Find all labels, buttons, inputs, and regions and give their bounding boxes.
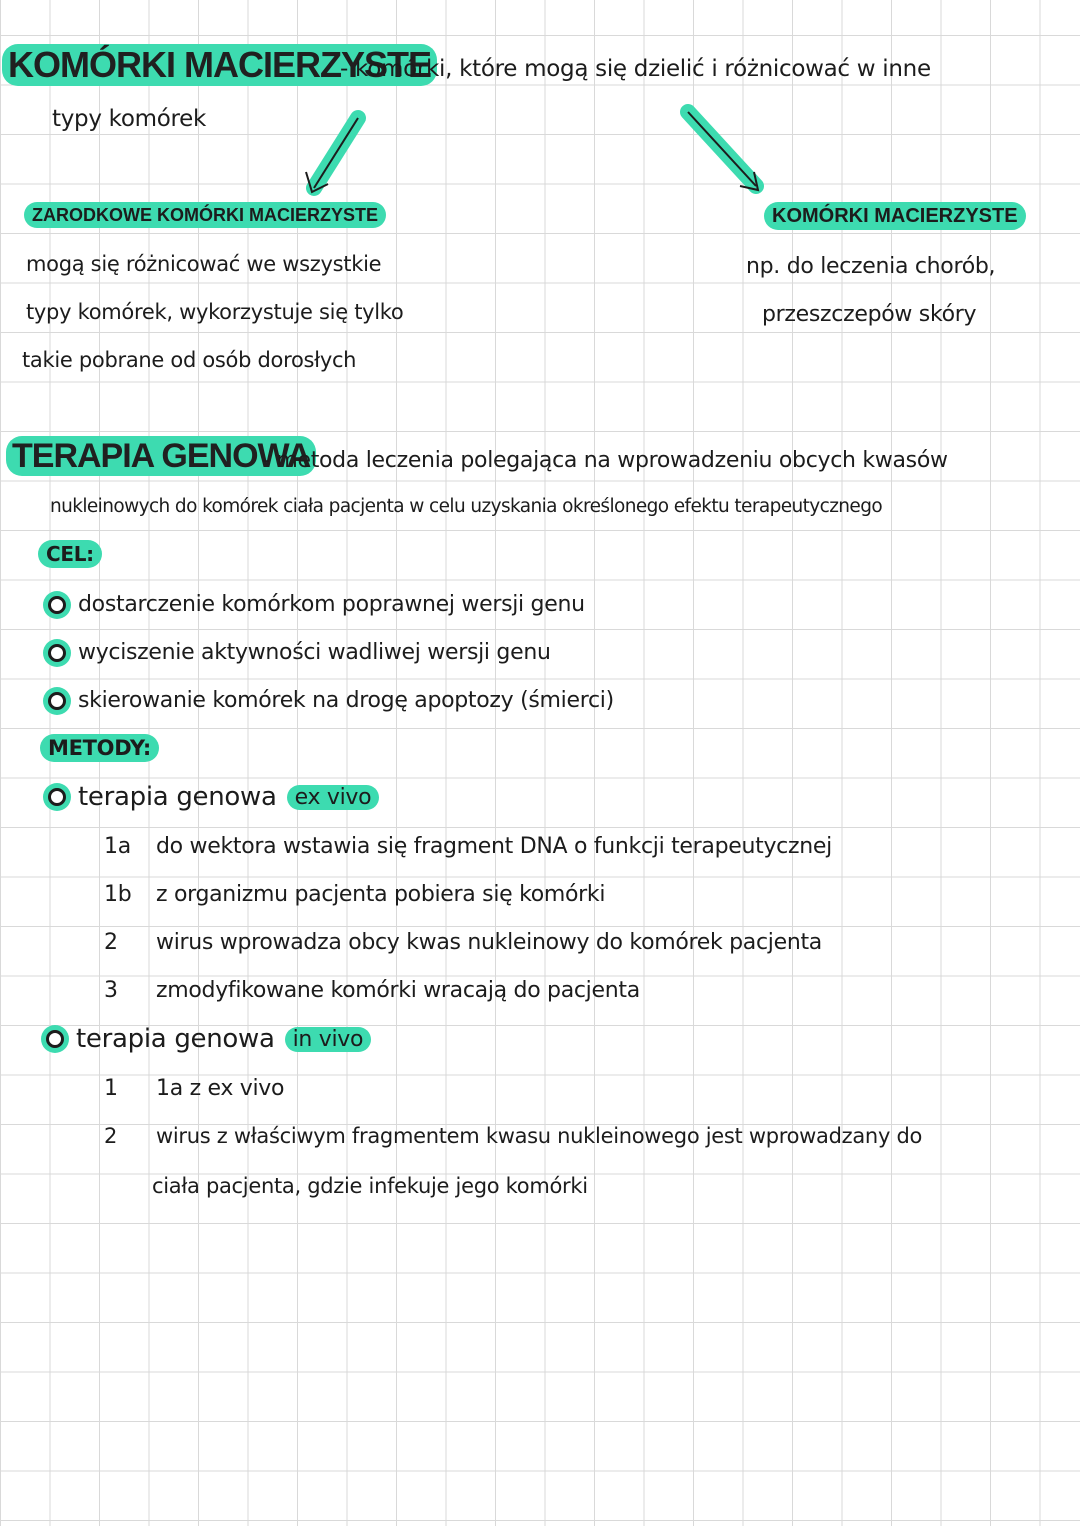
method-in-vivo xyxy=(46,1024,371,1054)
step-text: 1a z ex vivo xyxy=(156,1076,285,1101)
bullet-icon xyxy=(48,692,66,710)
step-number: 1b xyxy=(104,882,132,907)
gene-therapy-definition-line1: - metoda leczenia polegająca na wprowadzeniu obcych kwasów xyxy=(262,448,948,473)
gene-therapy-definition-line2: nukleinowych do komórek ciała pacjenta w celu uzyskania określonego efektu terapeutycznego xyxy=(50,496,883,517)
step-text: do wektora wstawia się fragment DNA o funkcji terapeutycznej xyxy=(156,834,832,859)
embryonic-line-2: typy komórek, wykorzystuje się tylko xyxy=(26,300,404,324)
ex-vivo-step xyxy=(104,930,822,955)
adult-line-1: np. do leczenia chorób, xyxy=(746,254,996,279)
bullet-icon xyxy=(46,1030,64,1048)
ex-vivo-step xyxy=(104,978,640,1003)
embryonic-line-3: takie pobrane od osób dorosłych xyxy=(22,348,357,372)
embryonic-line-1: mogą się różnicować we wszystkie xyxy=(26,252,382,276)
step-number: 1 xyxy=(104,1076,118,1101)
methods-label: METODY: xyxy=(40,734,159,762)
method-in-vivo-prefix: terapia genowa xyxy=(76,1024,275,1054)
stem-cells-definition-line2: typy komórek xyxy=(52,106,207,132)
adult-stem-cells-label: KOMÓRKI MACIERZYSTE xyxy=(764,202,1026,230)
goal-text: dostarczenie komórkom poprawnej wersji genu xyxy=(78,592,585,617)
goal-item xyxy=(48,592,585,617)
bullet-icon xyxy=(48,788,66,806)
goal-text: wyciszenie aktywności wadliwej wersji genu xyxy=(78,640,551,665)
embryonic-stem-cells-label: ZARODKOWE KOMÓRKI MACIERZYSTE xyxy=(24,202,386,228)
goal-item xyxy=(48,640,551,665)
adult-line-2: przeszczepów skóry xyxy=(762,302,977,327)
in-vivo-tag: in vivo xyxy=(285,1027,372,1052)
step-number: 3 xyxy=(104,978,118,1003)
step-number: 2 xyxy=(104,930,118,955)
stem-cells-definition-line1: - komórki, które mogą się dzielić i różnicować w inne xyxy=(340,56,931,82)
method-ex-vivo-prefix: terapia genowa xyxy=(78,782,277,812)
goal-item xyxy=(48,688,614,713)
step-text: wirus z właściwym fragmentem kwasu nukleinowego jest wprowadzany do xyxy=(156,1124,923,1148)
bullet-icon xyxy=(48,596,66,614)
ex-vivo-step xyxy=(104,834,832,859)
step-number: 1a xyxy=(104,834,131,859)
step-text: z organizmu pacjenta pobiera się komórki xyxy=(156,882,606,907)
in-vivo-step xyxy=(104,1076,284,1101)
goal-text: skierowanie komórek na drogę apoptozy (śmierci) xyxy=(78,688,614,713)
in-vivo-step-continuation: ciała pacjenta, gdzie infekuje jego komórki xyxy=(152,1174,588,1198)
gene-therapy-title: TERAPIA GENOWA xyxy=(6,436,316,476)
method-ex-vivo xyxy=(48,782,379,812)
step-text: wirus wprowadza obcy kwas nukleinowy do komórek pacjenta xyxy=(156,930,822,955)
in-vivo-step xyxy=(104,1124,922,1148)
goal-label: CEL: xyxy=(38,540,102,568)
ex-vivo-tag: ex vivo xyxy=(287,785,380,810)
ex-vivo-step xyxy=(104,882,605,907)
step-number: 2 xyxy=(104,1124,118,1148)
stem-cells-title: KOMÓRKI MACIERZYSTE xyxy=(2,44,437,86)
bullet-icon xyxy=(48,644,66,662)
step-text: zmodyfikowane komórki wracają do pacjenta xyxy=(156,978,640,1003)
